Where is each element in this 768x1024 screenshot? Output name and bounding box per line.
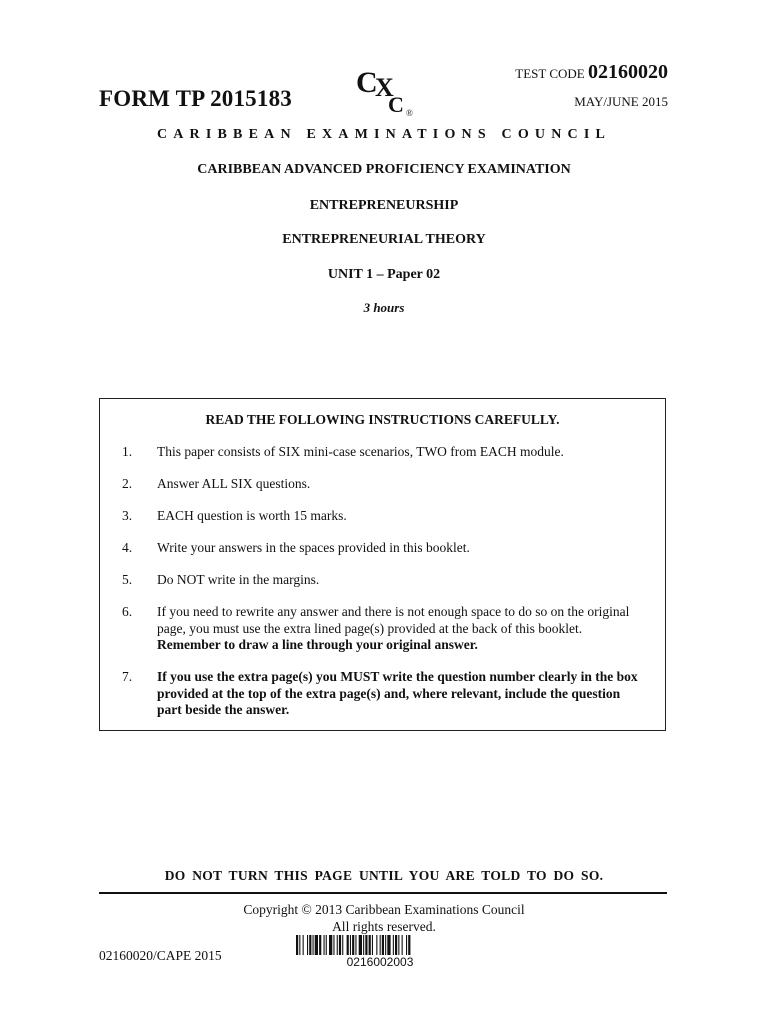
unit-paper: UNIT 1 – Paper 02 <box>327 267 441 282</box>
barcode-bar <box>324 935 325 955</box>
instruction-number: 7. <box>122 669 133 684</box>
barcode-bar <box>329 935 332 955</box>
instruction-text-wrapper <box>157 604 638 654</box>
barcode-bar <box>382 935 384 955</box>
barcode <box>296 935 464 955</box>
barcode-bar <box>347 935 349 955</box>
instruction-bold-text: If you use the extra page(s) you MUST write the question number clearly in the box provided at the top of the extra page(s) and, where relevant, include the question part beside the answer. <box>157 669 638 717</box>
barcode-bar <box>376 935 377 955</box>
barcode-number: 0216002003 <box>346 955 414 969</box>
barcode-bar <box>350 935 351 955</box>
logo-letter-x: X <box>375 73 394 102</box>
barcode-bar <box>402 935 403 955</box>
barcode-bar <box>363 935 364 955</box>
barcode-bar <box>315 935 318 955</box>
registered-mark: ® <box>406 108 413 118</box>
barcode-bar <box>359 935 362 955</box>
barcode-bar <box>303 935 304 955</box>
barcode-bar <box>319 935 321 955</box>
logo-letter-c: C <box>356 66 378 99</box>
instruction-text: If you need to rewrite any answer and there is not enough space to do so on the original page, you must use the extra lined page(s) provided at the back of this booklet. <box>157 604 630 636</box>
council-name: CARIBBEAN EXAMINATIONS COUNCIL <box>156 127 612 142</box>
barcode-bar <box>398 935 399 955</box>
barcode-bar <box>307 935 308 955</box>
barcode-bar <box>342 935 343 955</box>
copyright-block <box>0 901 768 935</box>
barcode-bar <box>408 935 410 955</box>
instruction-number: 1. <box>122 444 133 459</box>
barcode-bar <box>313 935 314 955</box>
exam-name: CARIBBEAN ADVANCED PROFICIENCY EXAMINATION <box>197 162 571 177</box>
barcode-bar <box>380 935 381 955</box>
barcode-bar <box>387 935 390 955</box>
barcode-bar <box>337 935 338 955</box>
instruction-number: 6. <box>122 604 133 619</box>
cxc-logo <box>348 62 418 118</box>
barcode-bar <box>296 935 298 955</box>
barcode-bar <box>299 935 300 955</box>
barcode-bar <box>326 935 327 955</box>
barcode-bar <box>339 935 341 955</box>
instruction-text: Write your answers in the spaces provided in this booklet. <box>157 540 470 555</box>
instruction-number: 2. <box>122 476 133 491</box>
barcode-bar <box>385 935 386 955</box>
form-number: FORM TP 2015183 <box>99 86 292 111</box>
barcode-bar <box>355 935 356 955</box>
barcode-bar <box>365 935 367 955</box>
paper-title: ENTREPRENEURIAL THEORY <box>282 232 486 247</box>
test-code <box>515 61 668 84</box>
instruction-text: EACH question is worth 15 marks. <box>157 508 347 523</box>
instruction-text: Do NOT write in the margins. <box>157 572 320 587</box>
duration: 3 hours <box>363 300 405 315</box>
barcode-bar <box>333 935 334 955</box>
barcode-bar <box>406 935 407 955</box>
instruction-bold-text: Remember to draw a line through your original answer. <box>157 637 478 652</box>
footer-paper-code: 02160020/CAPE 2015 <box>99 948 222 963</box>
logo-letter-c2: C <box>388 92 404 117</box>
instruction-text: Answer ALL SIX questions. <box>157 476 311 491</box>
divider-line <box>99 892 667 894</box>
instruction-number: 4. <box>122 540 133 555</box>
subject: ENTREPRENEURSHIP <box>309 198 459 213</box>
instructions-heading: READ THE FOLLOWING INSTRUCTIONS CAREFULLY. <box>205 412 560 427</box>
barcode-bar <box>393 935 394 955</box>
do-not-turn-warning: DO NOT TURN THIS PAGE UNTIL YOU ARE TOLD TO DO SO. <box>164 868 604 883</box>
barcode-bar <box>372 935 373 955</box>
test-code-value: 02160020 <box>588 61 668 83</box>
instructions-box <box>99 398 666 731</box>
instruction-number: 5. <box>122 572 133 587</box>
barcode-bar <box>369 935 371 955</box>
exam-session: MAY/JUNE 2015 <box>574 94 668 109</box>
barcode-bar <box>395 935 397 955</box>
barcode-bar <box>352 935 354 955</box>
copyright-text: Copyright © 2013 Caribbean Examinations Council <box>243 902 525 917</box>
instruction-text: This paper consists of SIX mini-case scenarios, TWO from EACH module. <box>157 444 564 459</box>
test-code-label: TEST CODE <box>515 66 585 81</box>
barcode-bar <box>309 935 311 955</box>
rights-text: All rights reserved. <box>332 919 436 934</box>
instruction-number: 3. <box>122 508 133 523</box>
